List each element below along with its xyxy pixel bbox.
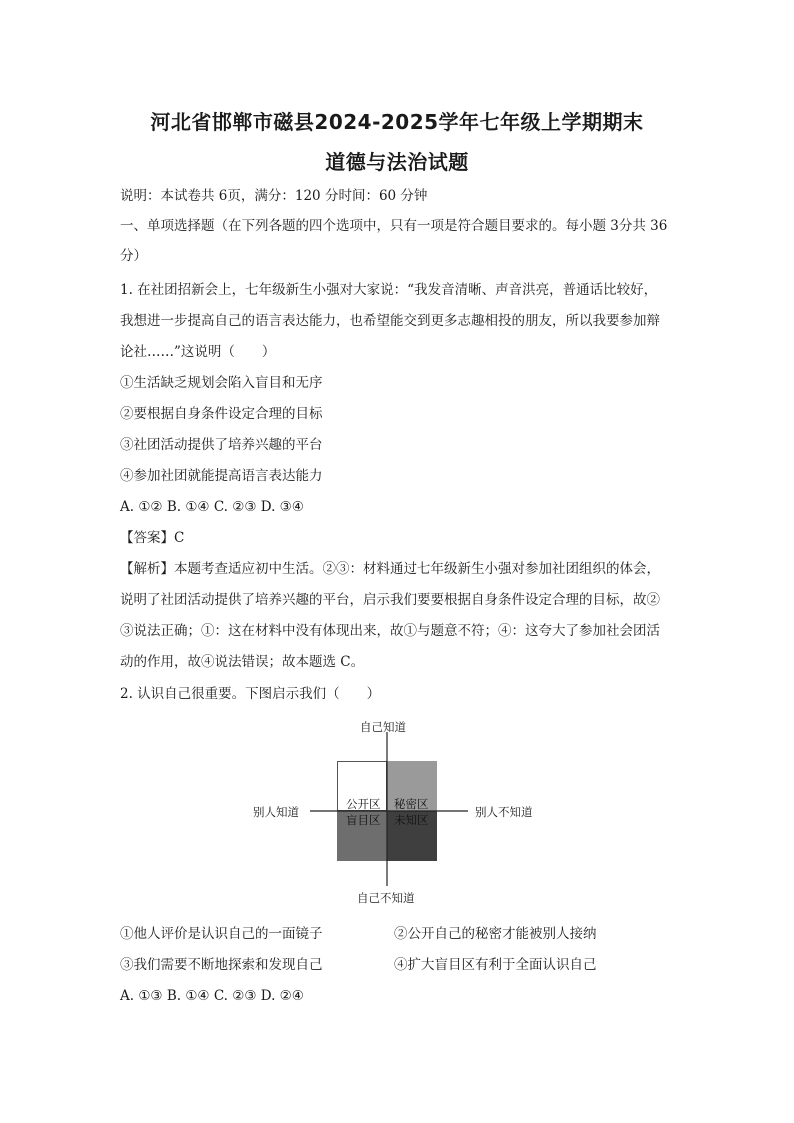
q2-statement-3: ③我们需要不断地探索和发现自己 <box>120 957 323 973</box>
diagram-left-label: 别人知道 <box>253 805 299 819</box>
q1-statement-1: ①生活缺乏规划会陷入盲目和无序 <box>120 375 323 391</box>
q1-analysis: 动的作用，故④说法错误；故本题选 C。 <box>120 654 365 670</box>
q2-choices: A. ①③ B. ①④ C. ②③ D. ②④ <box>120 988 304 1004</box>
quadrant-open-label: 公开区 <box>346 797 381 811</box>
q2-statement-1: ①他人评价是认识自己的一面镜子 <box>120 926 323 942</box>
q1-analysis: 说明了社团活动提供了培养兴趣的平台，启示我们要要根据自身条件设定合理的目标，故② <box>120 592 660 608</box>
diagram-bottom-label: 自己不知道 <box>357 891 415 905</box>
section-heading: 一、单项选择题（在下列各题的四个选项中，只有一项是符合题目要求的。每小题 3分共 36 <box>120 218 668 234</box>
quadrant-secret-label: 秘密区 <box>394 797 429 811</box>
page-subtitle: 道德与法治试题 <box>325 150 469 174</box>
quadrant-unknown-label: 未知区 <box>394 813 429 827</box>
q2-statement-2: ②公开自己的秘密才能被别人接纳 <box>394 926 597 942</box>
johari-window-diagram <box>240 712 550 912</box>
q1-statement-3: ③社团活动提供了培养兴趣的平台 <box>120 437 323 453</box>
q1-choices: A. ①② B. ①④ C. ②③ D. ③④ <box>120 499 304 515</box>
diagram-top-label: 自己知道 <box>360 720 406 734</box>
diagram-right-label: 别人不知道 <box>475 805 533 819</box>
exam-note: 说明：本试卷共 6页，满分：120 分时间：60 分钟 <box>120 188 428 204</box>
q2-stem: 2. 认识自己很重要。下图启示我们（ ） <box>120 686 381 702</box>
q1-statement-2: ②要根据自身条件设定合理的目标 <box>120 406 323 422</box>
q2-statement-4: ④扩大盲目区有利于全面认识自己 <box>394 957 597 973</box>
q1-stem: 1. 在社团招新会上，七年级新生小强对大家说：“我发音清晰、声音洪亮，普通话比较好， <box>120 282 658 298</box>
q1-stem: 我想进一步提高自己的语言表达能力，也希望能交到更多志趣相投的朋友，所以我要参加辩 <box>120 313 660 329</box>
q1-answer: 【答案】C <box>120 530 185 546</box>
quadrant-blind-label: 盲目区 <box>346 813 381 827</box>
q1-statement-4: ④参加社团就能提高语言表达能力 <box>120 468 323 484</box>
q1-analysis: ③说法正确；①：这在材料中没有体现出来，故①与题意不符；④：这夸大了参加社会团活 <box>120 623 660 639</box>
section-heading-cont: 分） <box>120 248 147 264</box>
q1-stem: 论社……”这说明（ ） <box>120 344 276 360</box>
q1-analysis: 【解析】本题考查适应初中生活。②③：材料通过七年级新生小强对参加社团组织的体会， <box>120 561 660 577</box>
page-title: 河北省邯郸市磁县2024-2025学年七年级上学期期末 <box>150 110 644 134</box>
